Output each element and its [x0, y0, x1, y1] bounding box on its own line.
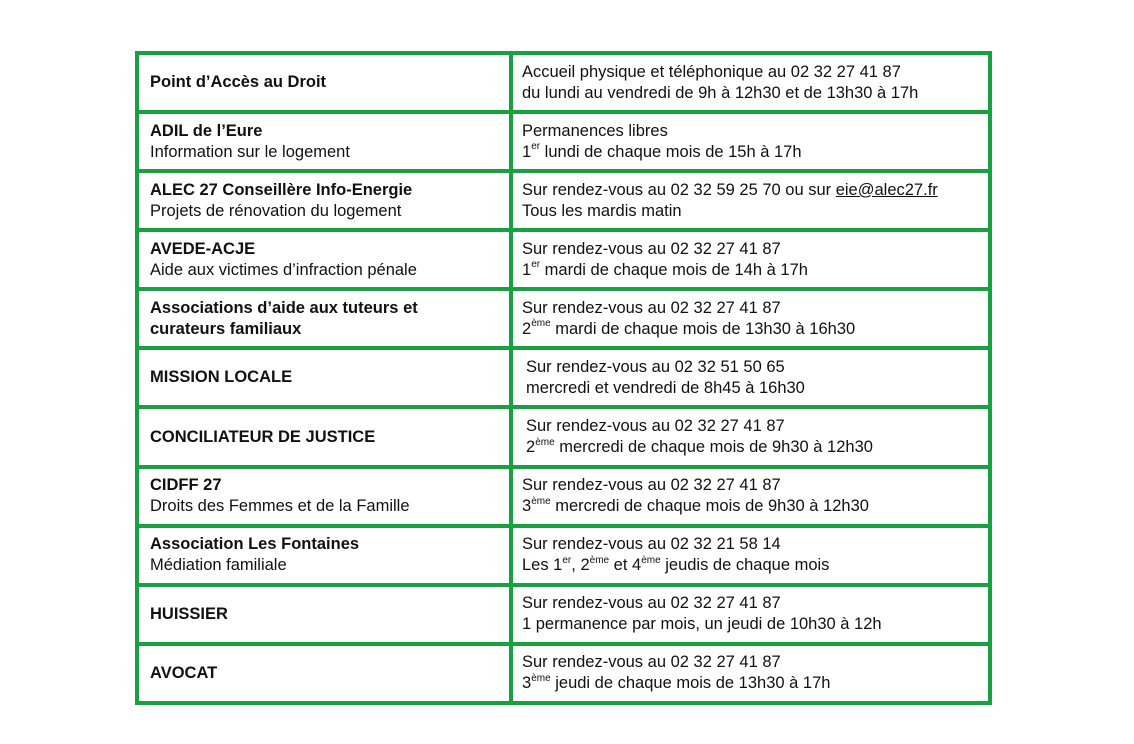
- service-cell: [139, 528, 509, 583]
- ordinal-number: 3: [522, 497, 532, 516]
- schedule-line-2: 1 permanence par mois, un jeudi de 10h30 à 12h: [522, 615, 882, 634]
- schedule-text: Les 1: [522, 556, 563, 575]
- service-name: ADIL de l’Eure: [150, 121, 263, 140]
- schedule-text: mercredi de chaque mois de 9h30 à 12h30: [554, 438, 873, 456]
- ordinal-suffix: er: [531, 141, 541, 153]
- schedule-line-2: [522, 142, 978, 163]
- schedule-line-2: [522, 496, 978, 517]
- table-row: [139, 291, 988, 346]
- schedule-text: mardi de chaque mois de 13h30 à 16h30: [550, 319, 856, 338]
- service-description: Aide aux victimes d’infraction pénale: [150, 260, 417, 279]
- service-name: AVEDE-ACJE: [150, 239, 256, 258]
- schedule-cell: [513, 469, 988, 524]
- schedule-cell: [513, 646, 988, 701]
- service-cell: [139, 114, 509, 169]
- schedule-line-1: Permanences libres: [522, 121, 668, 140]
- schedule-line-2: du lundi au vendredi de 9h à 12h30 et de 13h30 à 17h: [522, 83, 919, 102]
- ordinal-suffix: er: [531, 259, 541, 271]
- schedule-line-1: Sur rendez-vous au 02 32 27 41 87: [522, 476, 781, 495]
- service-description: Projets de rénovation du logement: [150, 201, 402, 220]
- schedule-text: jeudi de chaque mois de 13h30 à 17h: [550, 674, 831, 693]
- service-name: MISSION LOCALE: [150, 368, 293, 387]
- service-name-line-1: Associations d’aide aux tuteurs et: [150, 298, 418, 317]
- schedule-line-2: [522, 555, 978, 576]
- service-cell: [139, 232, 509, 287]
- service-description: Information sur le logement: [150, 142, 350, 161]
- service-name: Association Les Fontaines: [150, 535, 360, 554]
- schedule-line-1: Sur rendez-vous au 02 32 21 58 14: [522, 535, 781, 554]
- schedule-cell: [513, 173, 988, 228]
- schedule-text: mardi de chaque mois de 14h à 17h: [540, 260, 808, 279]
- ordinal-suffix: ème: [531, 495, 551, 507]
- table-row: [139, 409, 988, 464]
- table-row: [139, 232, 988, 287]
- table-row: [139, 173, 988, 228]
- ordinal-suffix: ème: [589, 554, 610, 566]
- schedule-text: lundi de chaque mois de 15h à 17h: [540, 142, 802, 161]
- schedule-cell: [513, 291, 988, 346]
- schedule-line-2: [522, 673, 978, 694]
- table-row: [139, 469, 988, 524]
- schedule-text: jeudis de chaque mois: [660, 556, 830, 575]
- schedule-cell: [513, 587, 988, 642]
- service-name: Point d’Accès au Droit: [150, 73, 327, 92]
- service-cell: [139, 409, 509, 464]
- schedule-line-1: Accueil physique et téléphonique au 02 32 27 41 87: [522, 62, 901, 81]
- schedule-cell: [513, 114, 988, 169]
- ordinal-suffix: ème: [535, 436, 555, 448]
- schedule-line-2: [522, 260, 978, 281]
- schedule-line-2: [522, 437, 978, 458]
- service-name: CONCILIATEUR DE JUSTICE: [150, 427, 376, 446]
- ordinal-suffix: er: [562, 554, 572, 566]
- table-row: [139, 646, 988, 701]
- service-name-line-2: curateurs familiaux: [150, 319, 302, 338]
- schedule-text: et 4: [609, 556, 642, 575]
- schedule-line-2: mercredi et vendredi de 8h45 à 16h30: [526, 378, 805, 397]
- service-name: HUISSIER: [150, 604, 228, 623]
- ordinal-number: 2: [522, 319, 532, 338]
- schedule-line-2: Tous les mardis matin: [522, 201, 682, 220]
- schedule-line-1: Sur rendez-vous au 02 32 27 41 87: [522, 594, 781, 613]
- schedule-line-1: Sur rendez-vous au 02 32 27 41 87: [526, 417, 785, 435]
- schedule-cell: [513, 55, 988, 110]
- schedule-text: Sur rendez-vous au 02 32 59 25 70 ou sur: [522, 180, 836, 199]
- schedule-cell: [513, 409, 988, 464]
- ordinal-suffix: ème: [531, 318, 551, 330]
- service-name: CIDFF 27: [150, 476, 222, 495]
- service-cell: [139, 587, 509, 642]
- schedule-line-1: Sur rendez-vous au 02 32 51 50 65: [526, 357, 785, 376]
- schedule-cell: [513, 232, 988, 287]
- table-row: [139, 528, 988, 583]
- schedule-line-1: Sur rendez-vous au 02 32 27 41 87: [522, 239, 781, 258]
- table-row: [139, 114, 988, 169]
- table-row: [139, 55, 988, 110]
- table-row: [139, 587, 988, 642]
- service-name: ALEC 27 Conseillère Info-Energie: [150, 180, 413, 199]
- service-cell: [139, 291, 509, 346]
- schedule-text: mercredi de chaque mois de 9h30 à 12h30: [550, 497, 869, 516]
- ordinal-number: 3: [522, 674, 532, 693]
- permanences-table: [135, 51, 992, 705]
- schedule-line-1: Sur rendez-vous au 02 32 27 41 87: [522, 298, 781, 317]
- service-name: AVOCAT: [150, 663, 218, 682]
- ordinal-suffix: ème: [531, 672, 551, 684]
- service-cell: [139, 469, 509, 524]
- ordinal-number: 2: [526, 438, 536, 456]
- schedule-cell: [513, 528, 988, 583]
- service-cell: [139, 350, 509, 405]
- email-link[interactable]: eie@alec27.fr: [835, 180, 938, 199]
- service-description: Droits des Femmes et de la Famille: [150, 497, 410, 516]
- table-row: [139, 350, 988, 405]
- schedule-line-2: [522, 319, 978, 340]
- schedule-line-1: [522, 180, 978, 201]
- schedule-line-1: Sur rendez-vous au 02 32 27 41 87: [522, 653, 781, 672]
- service-cell: [139, 646, 509, 701]
- schedule-cell: [513, 350, 988, 405]
- ordinal-suffix: ème: [641, 554, 661, 566]
- service-cell: [139, 173, 509, 228]
- schedule-text: , 2: [571, 556, 590, 575]
- service-description: Médiation familiale: [150, 556, 287, 575]
- ordinal-number: 1: [522, 260, 532, 279]
- ordinal-number: 1: [522, 142, 532, 161]
- service-cell: [139, 55, 509, 110]
